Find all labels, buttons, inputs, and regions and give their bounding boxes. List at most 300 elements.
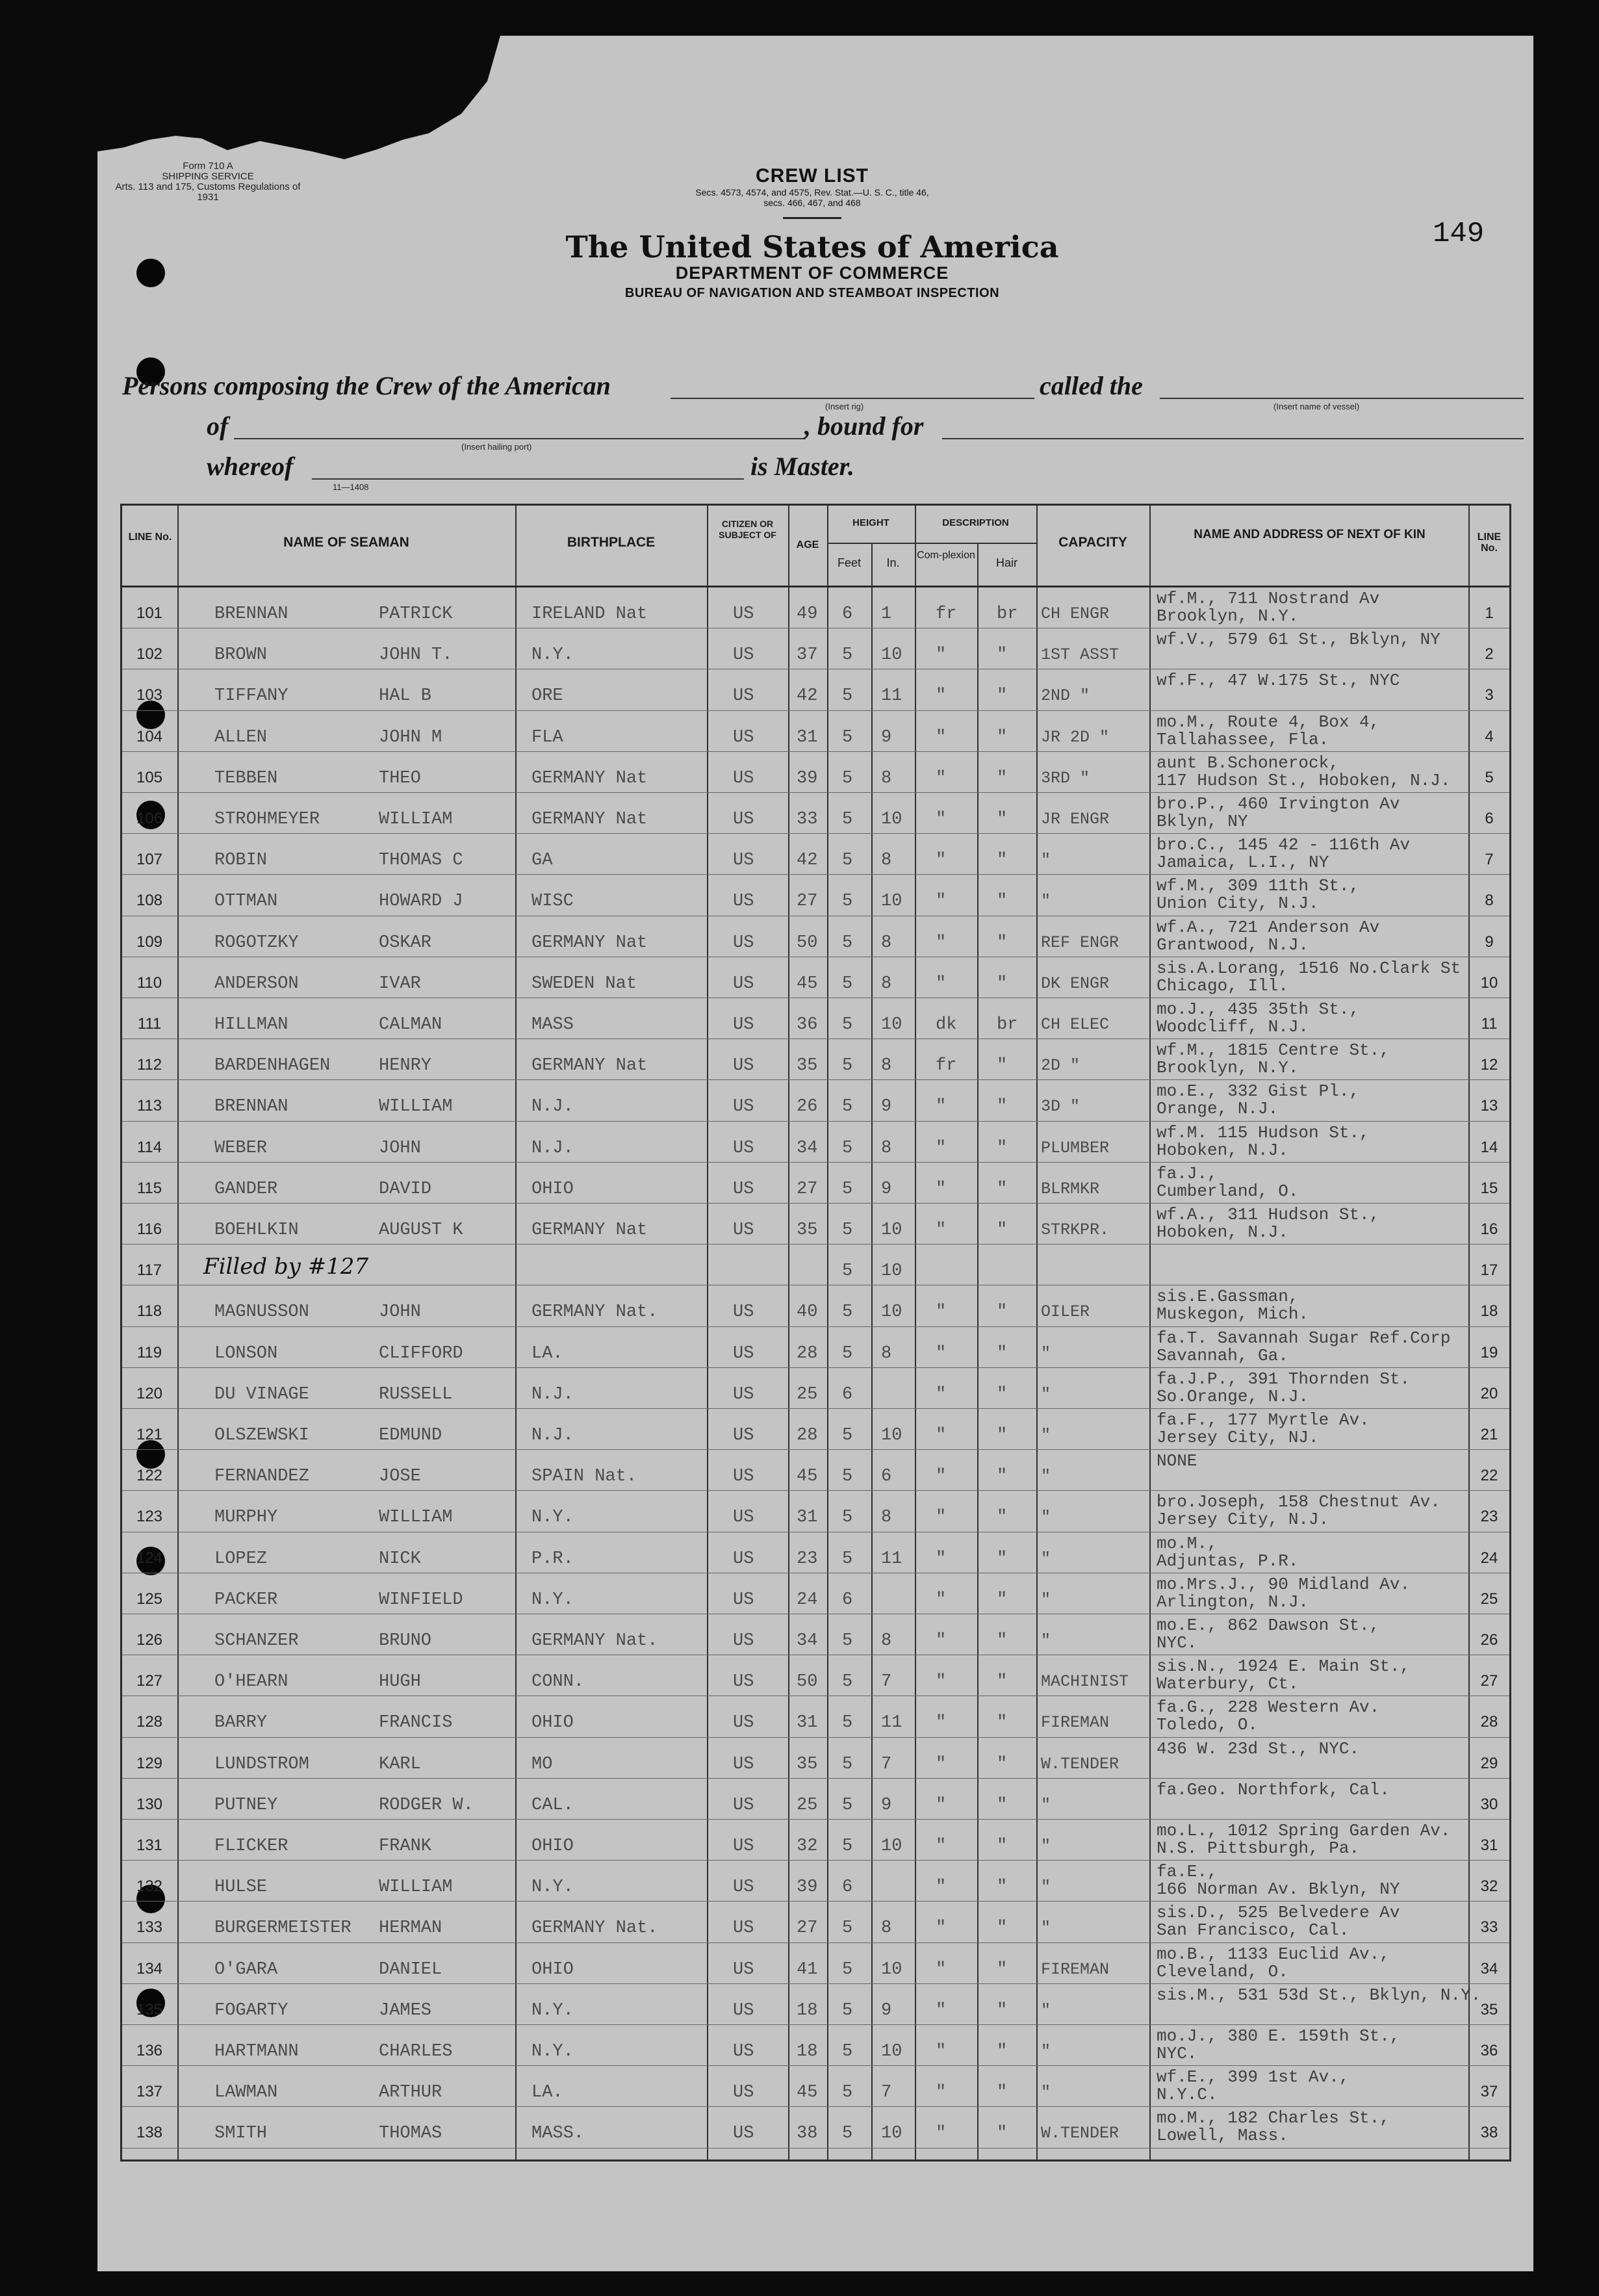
height-feet: 5 — [842, 686, 853, 706]
age: 35 — [797, 1220, 818, 1240]
seaman-given-name: HERMAN — [379, 1918, 442, 1939]
hair: " — [997, 645, 1008, 665]
citizen-of: US — [733, 1508, 754, 1528]
seaman-given-name: NICK — [379, 1549, 421, 1569]
punch-hole — [136, 259, 165, 287]
seaman-given-name: THEO — [379, 768, 421, 788]
next-of-kin-line1: mo.M., Route 4, Box 4, — [1157, 712, 1380, 732]
col-line-no: LINE No. — [128, 532, 172, 543]
capacity: W.TENDER — [1041, 2124, 1119, 2143]
age: 45 — [797, 1467, 818, 1487]
age: 50 — [797, 1672, 818, 1692]
statute-ref-1: Secs. 4573, 4574, and 4575, Rev. Stat.—U. S. C., title 46, — [695, 187, 929, 198]
col-capacity: CAPACITY — [1058, 535, 1127, 550]
row-left-number: 107 — [136, 851, 163, 869]
hair: " — [997, 727, 1008, 747]
hair: " — [997, 1056, 1008, 1076]
capacity: " — [1041, 2042, 1051, 2061]
complexion: " — [936, 1384, 947, 1404]
next-of-kin-line2: Jamaica, L.I., NY — [1157, 853, 1329, 873]
row-left-number: 106 — [136, 810, 163, 827]
row-left-number: 127 — [136, 1672, 163, 1690]
capacity: JR ENGR — [1041, 810, 1110, 829]
citizen-of: US — [733, 933, 754, 953]
next-of-kin-line1: wf.E., 399 1st Av., — [1157, 2067, 1350, 2087]
capacity: W.TENDER — [1041, 1754, 1119, 1774]
seaman-surname: SCHANZER — [214, 1631, 299, 1651]
seaman-given-name: FRANCIS — [379, 1713, 453, 1733]
birthplace: OHIO — [531, 1179, 574, 1199]
citizen-of: US — [733, 851, 754, 871]
citizen-of: US — [733, 1097, 754, 1117]
row-left-number: 104 — [136, 727, 163, 745]
citizen-of: US — [733, 1918, 754, 1939]
next-of-kin-line2: Savannah, Ga. — [1157, 1345, 1288, 1365]
row-left-number: 101 — [136, 604, 163, 622]
next-of-kin-line2: Arlington, N.J. — [1157, 1592, 1309, 1612]
row-right-number: 32 — [1480, 1877, 1498, 1896]
hair: br — [997, 1015, 1018, 1035]
height-feet: 5 — [842, 1754, 853, 1774]
complexion: " — [936, 1754, 947, 1774]
row-rule — [122, 1367, 1509, 1368]
age: 32 — [797, 1837, 818, 1856]
capacity: REF ENGR — [1041, 933, 1119, 952]
height-inches: 8 — [881, 1056, 892, 1076]
row-rule — [122, 1038, 1509, 1039]
seaman-surname: GANDER — [214, 1179, 278, 1199]
citizen-of: US — [733, 1343, 754, 1363]
birthplace: FLA — [531, 727, 563, 747]
age: 27 — [797, 1918, 818, 1939]
row-rule — [122, 1860, 1509, 1861]
next-of-kin-line1: bro.Joseph, 158 Chestnut Av. — [1157, 1492, 1440, 1512]
hair: " — [997, 1877, 1008, 1898]
birthplace: N.Y. — [531, 645, 574, 665]
complexion: " — [936, 727, 947, 747]
age: 31 — [797, 727, 818, 747]
birthplace: LA. — [531, 2083, 563, 2103]
height-inches: 10 — [881, 1426, 902, 1445]
row-left-number: 114 — [136, 1138, 162, 1156]
height-feet: 5 — [842, 1343, 853, 1363]
complexion: " — [936, 1549, 947, 1569]
seaman-given-name: THOMAS — [379, 2124, 442, 2144]
height-feet: 6 — [842, 1877, 853, 1898]
complexion: " — [936, 686, 947, 706]
capacity: " — [1041, 1877, 1051, 1897]
department-title: DEPARTMENT OF COMMERCE — [675, 263, 949, 283]
vessel-rig-blank — [671, 398, 1034, 399]
complexion: " — [936, 1220, 947, 1240]
next-of-kin-line1: sis.A.Lorang, 1516 No.Clark St — [1157, 958, 1461, 978]
row-left-number: 128 — [136, 1713, 163, 1731]
birthplace: OHIO — [531, 1959, 574, 1980]
complexion: " — [936, 1097, 947, 1117]
age: 38 — [797, 2124, 818, 2144]
height-inches: 8 — [881, 1918, 892, 1939]
insert-vessel-label: (Insert name of vessel) — [1273, 402, 1360, 411]
hair: " — [997, 1713, 1008, 1733]
row-right-number: 6 — [1485, 810, 1494, 827]
citizen-of: US — [733, 727, 754, 747]
height-inches: 9 — [881, 2000, 892, 2020]
seaman-surname: O'GARA — [214, 1959, 278, 1980]
row-rule — [122, 1408, 1509, 1409]
height-feet: 5 — [842, 1138, 853, 1158]
age: 28 — [797, 1343, 818, 1363]
age: 40 — [797, 1302, 818, 1322]
row-right-number: 26 — [1480, 1631, 1498, 1649]
capacity: BLRMKR — [1041, 1179, 1100, 1198]
height-feet: 5 — [842, 974, 853, 994]
row-right-number: 22 — [1480, 1467, 1498, 1485]
row-right-number: 16 — [1480, 1220, 1498, 1238]
seaman-surname: BARDENHAGEN — [214, 1056, 331, 1076]
capacity: 2D " — [1041, 1056, 1081, 1076]
seaman-surname: LAWMAN — [214, 2083, 278, 2103]
capacity: " — [1041, 2083, 1051, 2102]
hair: " — [997, 2083, 1008, 2103]
hair: " — [997, 1631, 1008, 1651]
height-inches: 9 — [881, 727, 892, 747]
complexion: " — [936, 1590, 947, 1610]
complexion: " — [936, 1426, 947, 1445]
row-rule — [122, 710, 1509, 711]
birthplace: MASS — [531, 1015, 574, 1035]
row-left-number: 135 — [136, 2000, 163, 2019]
complexion: " — [936, 1837, 947, 1856]
age: 26 — [797, 1097, 818, 1117]
row-right-number: 13 — [1480, 1097, 1498, 1115]
next-of-kin-line1: mo.B., 1133 Euclid Av., — [1157, 1944, 1390, 1964]
seaman-given-name: HOWARD J — [379, 892, 463, 912]
height-feet: 5 — [842, 892, 853, 912]
next-of-kin-line1: sis.N., 1924 E. Main St., — [1157, 1657, 1411, 1677]
row-right-number: 25 — [1480, 1590, 1498, 1608]
seaman-surname: FERNANDEZ — [214, 1467, 309, 1487]
row-left-number: 131 — [136, 1837, 163, 1854]
header-divider — [783, 217, 841, 219]
age: 18 — [797, 2000, 818, 2020]
seaman-given-name: PATRICK — [379, 604, 453, 624]
complexion: " — [936, 768, 947, 788]
age: 39 — [797, 1877, 818, 1898]
seaman-surname: ROBIN — [214, 851, 268, 871]
height-feet: 5 — [842, 810, 853, 829]
next-of-kin-line2: Tallahassee, Fla. — [1157, 729, 1329, 749]
row-left-number: 111 — [137, 1015, 162, 1033]
height-feet: 5 — [842, 1302, 853, 1322]
next-of-kin-line1: fa.E., — [1157, 1862, 1218, 1882]
next-of-kin-line2: Brooklyn, N.Y. — [1157, 1058, 1299, 1078]
height-feet: 5 — [842, 1713, 853, 1733]
height-feet: 5 — [842, 768, 853, 788]
hair: " — [997, 1426, 1008, 1445]
birthplace: SPAIN Nat. — [531, 1467, 637, 1487]
complexion: fr — [936, 1056, 957, 1076]
row-rule — [122, 1203, 1509, 1204]
seaman-given-name: THOMAS C — [379, 851, 463, 871]
seaman-given-name: CHARLES — [379, 2042, 453, 2061]
row-left-number: 123 — [136, 1508, 163, 1526]
row-rule — [122, 1737, 1509, 1738]
row-right-number: 9 — [1485, 933, 1494, 951]
document-header — [552, 165, 1072, 301]
age: 25 — [797, 1795, 818, 1815]
age: 35 — [797, 1754, 818, 1774]
next-of-kin-line1: mo.J., 435 35th St., — [1157, 1000, 1360, 1019]
height-inches: 10 — [881, 892, 902, 912]
citizen-of: US — [733, 810, 754, 829]
birthplace: GA — [531, 851, 553, 871]
row-left-number: 116 — [136, 1220, 162, 1238]
citizen-of: US — [733, 1713, 754, 1733]
next-of-kin-line2: So.Orange, N.J. — [1157, 1386, 1309, 1406]
complexion: " — [936, 1138, 947, 1158]
hair: " — [997, 1549, 1008, 1569]
hair: " — [997, 974, 1008, 994]
next-of-kin-line2: 166 Norman Av. Bklyn, NY — [1157, 1879, 1400, 1900]
hair: " — [997, 2042, 1008, 2061]
torn-corner — [97, 36, 500, 159]
seaman-surname: BURGERMEISTER — [214, 1918, 352, 1939]
height-inches: 10 — [881, 2124, 902, 2144]
next-of-kin-line1: wf.M., 309 11th St., — [1157, 876, 1360, 896]
citizen-of: US — [733, 1754, 754, 1774]
next-of-kin-line2: Hoboken, N.J. — [1157, 1222, 1288, 1242]
height-inches: 11 — [881, 686, 902, 706]
hair: " — [997, 1343, 1008, 1363]
birthplace: IRELAND Nat — [531, 604, 648, 624]
row-left-number: 129 — [136, 1754, 163, 1772]
height-feet: 5 — [842, 1631, 853, 1651]
next-of-kin-line1: sis.D., 525 Belvedere Av — [1157, 1903, 1400, 1923]
height-feet: 5 — [842, 1056, 853, 1076]
capacity: " — [1041, 1631, 1051, 1650]
next-of-kin-line1: mo.Mrs.J., 90 Midland Av. — [1157, 1574, 1411, 1594]
row-right-number: 5 — [1485, 768, 1494, 786]
insert-rig-label: (Insert rig) — [825, 402, 864, 411]
statute-ref-2: secs. 466, 467, and 468 — [763, 198, 861, 208]
row-right-number: 31 — [1480, 1837, 1498, 1854]
next-of-kin-line2: 117 Hudson St., Hoboken, N.J. — [1157, 770, 1451, 790]
complexion: " — [936, 933, 947, 953]
capacity: CH ENGR — [1041, 604, 1110, 623]
seaman-given-name: CLIFFORD — [379, 1343, 463, 1363]
seaman-surname: WEBER — [214, 1138, 268, 1158]
complexion: " — [936, 1343, 947, 1363]
next-of-kin-line1: sis.M., 531 53d St., Bklyn, N.Y. — [1157, 1985, 1481, 2005]
citizen-of: US — [733, 1056, 754, 1076]
height-inches: 10 — [881, 1959, 902, 1980]
age: 31 — [797, 1508, 818, 1528]
row-right-number: 23 — [1480, 1508, 1498, 1526]
citizen-of: US — [733, 768, 754, 788]
row-right-number: 38 — [1480, 2124, 1498, 2142]
capacity: " — [1041, 1795, 1051, 1814]
seaman-surname: TEBBEN — [214, 768, 278, 788]
row-rule — [122, 2065, 1509, 2066]
height-feet: 5 — [842, 2124, 853, 2144]
height-feet: 5 — [842, 727, 853, 747]
next-of-kin-line2: NYC. — [1157, 1633, 1197, 1653]
height-inches: 9 — [881, 1795, 892, 1815]
next-of-kin-line1: mo.J., 380 E. 159th St., — [1157, 2026, 1400, 2046]
capacity: STRKPR. — [1041, 1220, 1110, 1239]
capacity: CH ELEC — [1041, 1015, 1110, 1034]
birthplace: WISC — [531, 892, 574, 912]
capacity: " — [1041, 1508, 1051, 1527]
height-feet: 5 — [842, 1015, 853, 1035]
height-feet: 5 — [842, 2083, 853, 2103]
age: 42 — [797, 851, 818, 871]
age: 39 — [797, 768, 818, 788]
birthplace: N.J. — [531, 1426, 574, 1445]
next-of-kin-line2: N.S. Pittsburgh, Pa. — [1157, 1838, 1360, 1858]
row-right-number: 2 — [1485, 645, 1494, 664]
row-left-number: 125 — [136, 1590, 163, 1608]
height-feet: 5 — [842, 1220, 853, 1240]
birthplace: GERMANY Nat — [531, 1220, 648, 1240]
next-of-kin-line2: Lowell, Mass. — [1157, 2126, 1288, 2146]
birthplace: N.Y. — [531, 1508, 574, 1528]
hailing-port-blank — [234, 438, 806, 439]
form-service: SHIPPING SERVICE — [162, 171, 254, 182]
citizen-of: US — [733, 686, 754, 706]
capacity: " — [1041, 2000, 1051, 2020]
complexion: " — [936, 1713, 947, 1733]
row-rule — [122, 1244, 1509, 1245]
row-left-number: 108 — [136, 892, 163, 910]
next-of-kin-line2: Adjuntas, P.R. — [1157, 1551, 1299, 1571]
row-left-number: 130 — [136, 1795, 163, 1813]
next-of-kin-line2: Chicago, Ill. — [1157, 975, 1288, 996]
height-feet: 5 — [842, 1467, 853, 1487]
seaman-given-name: HENRY — [379, 1056, 432, 1076]
complexion: " — [936, 1179, 947, 1199]
row-left-number: 120 — [136, 1384, 163, 1402]
row-right-number: 1 — [1485, 604, 1494, 622]
seaman-given-name: WINFIELD — [379, 1590, 463, 1610]
height-feet: 6 — [842, 604, 853, 624]
complexion: " — [936, 1467, 947, 1487]
seaman-surname: SMITH — [214, 2124, 268, 2144]
row-left-number: 110 — [136, 974, 162, 992]
complexion: " — [936, 1795, 947, 1815]
capacity: FIREMAN — [1041, 1959, 1110, 1979]
seaman-given-name: DANIEL — [379, 1959, 442, 1980]
height-feet: 5 — [842, 1672, 853, 1692]
hair: " — [997, 2124, 1008, 2144]
citizen-of: US — [733, 2124, 754, 2144]
row-right-number: 4 — [1485, 727, 1494, 745]
next-of-kin-line1: wf.M. 115 Hudson St., — [1157, 1122, 1370, 1142]
row-rule — [122, 751, 1509, 752]
birthplace: GERMANY Nat — [531, 810, 648, 829]
row-right-number: 24 — [1480, 1549, 1498, 1567]
row-right-number: 27 — [1480, 1672, 1498, 1690]
seaman-given-name: WILLIAM — [379, 1097, 453, 1117]
seaman-surname: DU VINAGE — [214, 1384, 309, 1404]
seaman-given-name: KARL — [379, 1754, 421, 1774]
row-rule — [122, 1162, 1509, 1163]
complexion: " — [936, 1672, 947, 1692]
height-inches: 6 — [881, 1467, 892, 1487]
row-right-number: 28 — [1480, 1713, 1498, 1731]
row-rule — [122, 1079, 1509, 1080]
form-number: Form 710 A — [183, 161, 233, 172]
row-right-number: 3 — [1485, 686, 1494, 704]
age: 24 — [797, 1590, 818, 1610]
intro-line2-b: , bound for — [804, 411, 924, 441]
capacity: 3RD " — [1041, 768, 1090, 788]
row-rule — [122, 1983, 1509, 1984]
seaman-surname: BARRY — [214, 1713, 268, 1733]
row-rule — [122, 1901, 1509, 1902]
row-rule — [122, 1778, 1509, 1779]
row-right-number: 14 — [1480, 1138, 1498, 1156]
hair: " — [997, 1672, 1008, 1692]
capacity: " — [1041, 1549, 1051, 1568]
seaman-surname: ANDERSON — [214, 974, 299, 994]
age: 27 — [797, 1179, 818, 1199]
intro-line3-a: whereof — [207, 452, 294, 481]
next-of-kin-line2: Orange, N.J. — [1157, 1099, 1279, 1119]
height-inches: 8 — [881, 1343, 892, 1363]
complexion: " — [936, 1508, 947, 1528]
height-feet: 5 — [842, 1918, 853, 1939]
capacity: JR 2D " — [1041, 727, 1110, 747]
height-feet: 6 — [842, 1384, 853, 1404]
next-of-kin-line1: wf.M., 711 Nostrand Av — [1157, 589, 1380, 608]
citizen-of: US — [733, 1549, 754, 1569]
seaman-given-name: CALMAN — [379, 1015, 442, 1035]
hair: " — [997, 1508, 1008, 1528]
height-inches: 10 — [881, 1302, 902, 1322]
seaman-given-name: JOSE — [379, 1467, 421, 1487]
age: 18 — [797, 2042, 818, 2061]
complexion: " — [936, 2000, 947, 2020]
hair: " — [997, 1179, 1008, 1199]
height-inches: 8 — [881, 974, 892, 994]
col-name: NAME OF SEAMAN — [283, 535, 409, 550]
citizen-of: US — [733, 1220, 754, 1240]
citizen-of: US — [733, 1959, 754, 1980]
birthplace: GERMANY Nat — [531, 1056, 648, 1076]
seaman-surname: LOPEZ — [214, 1549, 268, 1569]
seaman-surname: TIFFANY — [214, 686, 288, 706]
hair: " — [997, 892, 1008, 912]
row-left-number: 138 — [136, 2124, 163, 2142]
next-of-kin-line2: Grantwood, N.J. — [1157, 935, 1309, 955]
citizen-of: US — [733, 1672, 754, 1692]
row-left-number: 113 — [136, 1097, 162, 1115]
complexion: " — [936, 1877, 947, 1898]
row-left-number: 112 — [136, 1056, 162, 1074]
col-age: AGE — [796, 539, 819, 550]
citizen-of: US — [733, 645, 754, 665]
age: 36 — [797, 1015, 818, 1035]
seaman-given-name: WILLIAM — [379, 1877, 453, 1898]
row-right-number: 15 — [1480, 1179, 1498, 1197]
age: 45 — [797, 2083, 818, 2103]
complexion: " — [936, 810, 947, 829]
height-feet: 5 — [842, 1837, 853, 1856]
hair: " — [997, 933, 1008, 953]
seaman-surname: MAGNUSSON — [214, 1302, 309, 1322]
seaman-surname: HILLMAN — [214, 1015, 288, 1035]
